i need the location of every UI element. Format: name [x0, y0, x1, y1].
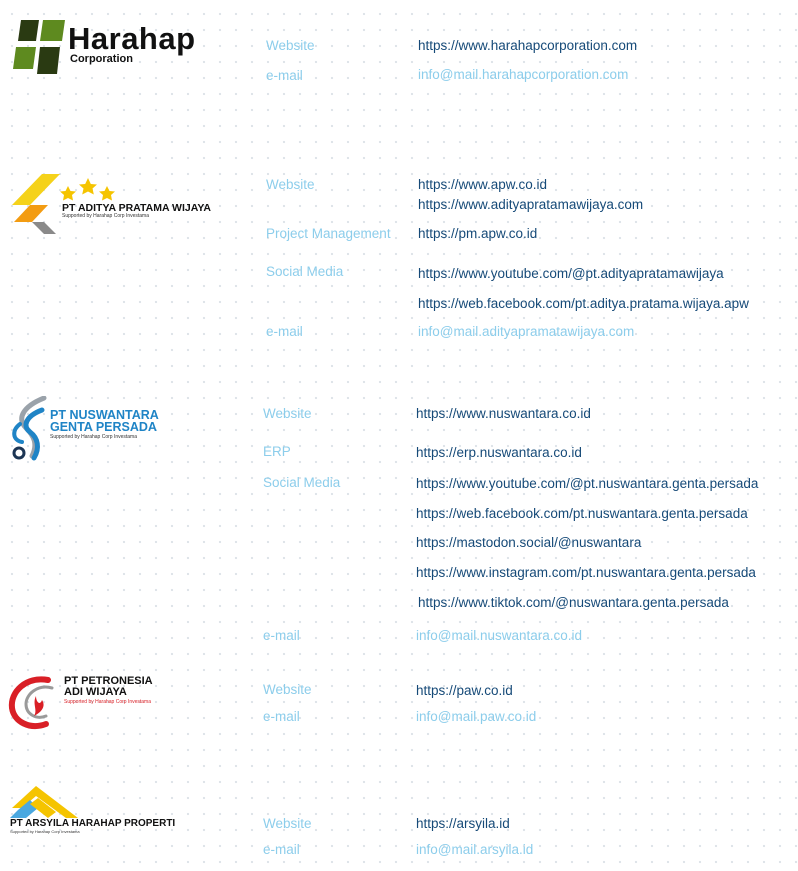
nuswantara-website-link[interactable]: https://www.nuswantara.co.id: [416, 406, 591, 421]
nuswantara-erp-label: ERP: [263, 444, 291, 459]
nuswantara-youtube-link[interactable]: https://www.youtube.com/@pt.nuswantara.genta.persada: [416, 476, 759, 491]
harahap-email-link[interactable]: info@mail.harahapcorporation.com: [418, 67, 629, 82]
apw-pm-link[interactable]: https://pm.apw.co.id: [418, 226, 538, 241]
apw-website-link-2[interactable]: https://www.adityapratamawijaya.com: [418, 197, 644, 212]
petronesia-logo-name-2: ADI WIJAYA: [64, 686, 127, 698]
nuswantara-erp-link[interactable]: https://erp.nuswantara.co.id: [416, 445, 582, 460]
apw-logo-name: PT ADITYA PRATAMA WIJAYA: [62, 202, 211, 214]
petronesia-website-link[interactable]: https://paw.co.id: [416, 683, 513, 698]
petronesia-email-link[interactable]: info@mail.paw.co.id: [416, 709, 537, 724]
harahap-logo-name: Harahap: [68, 21, 196, 56]
harahap-logo-subtitle: Corporation: [70, 53, 133, 65]
nuswantara-mastodon-link[interactable]: https://mastodon.social/@nuswantara: [416, 535, 642, 550]
arsyila-logo: [8, 784, 176, 840]
arsyila-logo-subtitle: Supported by Harahap Corp Investama: [10, 829, 80, 834]
apw-logo: [10, 172, 210, 238]
nuswantara-email-link[interactable]: info@mail.nuswantara.co.id: [416, 628, 583, 643]
apw-website-link-1[interactable]: https://www.apw.co.id: [418, 177, 548, 192]
petronesia-logo-name-1: PT PETRONESIA: [64, 675, 153, 687]
nuswantara-email-label: e-mail: [263, 628, 300, 643]
arsyila-email-label: e-mail: [263, 842, 300, 857]
arsyila-website-link[interactable]: https://arsyila.id: [416, 816, 510, 831]
arsyila-logo-name: PT ARSYILA HARAHAP PROPERTI: [10, 818, 176, 829]
petronesia-logo-subtitle: Supported by Harahap Corp Investama: [64, 699, 151, 705]
arsyila-email-link[interactable]: info@mail.arsyila.id: [416, 842, 534, 857]
nuswantara-facebook-link[interactable]: https://web.facebook.com/pt.nuswantara.genta.persada: [416, 506, 748, 521]
apw-social-label: Social Media: [266, 264, 344, 279]
nuswantara-website-label: Website: [263, 406, 312, 421]
petronesia-logo: [8, 672, 168, 732]
petronesia-email-label: e-mail: [263, 709, 300, 724]
apw-pm-label: Project Management: [266, 226, 391, 241]
nuswantara-logo-mark-icon: [8, 396, 52, 464]
nuswantara-tiktok-link[interactable]: https://www.tiktok.com/@nuswantara.genta.persada: [418, 595, 729, 610]
nuswantara-logo: [8, 396, 173, 464]
petronesia-website-label: Website: [263, 682, 312, 697]
apw-email-link[interactable]: info@mail.adityapramatawijaya.com: [418, 324, 635, 339]
harahap-website-link[interactable]: https://www.harahapcorporation.com: [418, 38, 638, 53]
harahap-website-label: Website: [266, 38, 315, 53]
apw-youtube-link[interactable]: https://www.youtube.com/@pt.adityapratamawijaya: [418, 266, 724, 281]
nuswantara-logo-name-1: PT NUSWANTARA: [50, 408, 159, 422]
apw-email-label: e-mail: [266, 324, 303, 339]
nuswantara-social-label: Social Media: [263, 475, 341, 490]
apw-facebook-link[interactable]: https://web.facebook.com/pt.aditya.pratama.wijaya.apw: [418, 296, 749, 311]
harahap-email-label: e-mail: [266, 68, 303, 83]
nuswantara-instagram-link[interactable]: https://www.instagram.com/pt.nuswantara.genta.persada: [416, 565, 756, 580]
arsyila-website-label: Website: [263, 816, 312, 831]
nuswantara-logo-subtitle: Supported by Harahap Corp Investama: [50, 434, 137, 440]
apw-website-label: Website: [266, 177, 315, 192]
harahap-logo-mark-icon: [10, 17, 68, 77]
petronesia-logo-mark-icon: [8, 672, 64, 732]
apw-logo-subtitle: Supported by Harahap Corp Investama: [62, 213, 149, 219]
nuswantara-logo-name-2: GENTA PERSADA: [50, 420, 157, 434]
harahap-logo: [10, 17, 195, 77]
